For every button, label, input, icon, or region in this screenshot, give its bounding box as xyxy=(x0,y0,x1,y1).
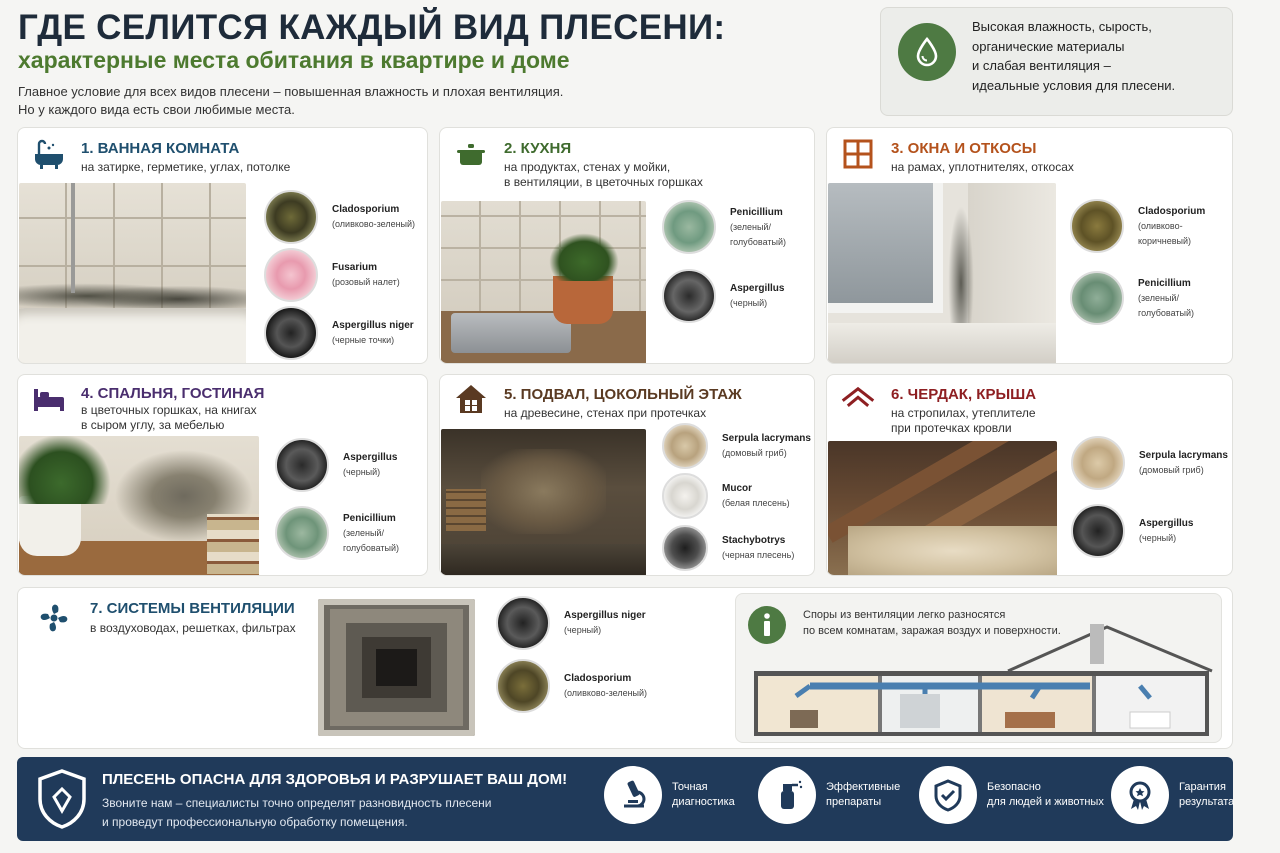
mold-sample-image xyxy=(662,423,708,469)
section-title: 6. ЧЕРДАК, КРЫША xyxy=(891,386,1037,403)
mold-sample-image xyxy=(662,200,716,254)
kitchen-photo xyxy=(441,201,646,364)
species-desc: (черный) xyxy=(343,467,381,477)
section-title: 3. ОКНА И ОТКОСЫ xyxy=(891,140,1037,157)
benefit-label: Эффективные xyxy=(826,781,901,793)
card-windows xyxy=(826,127,1233,364)
intro-line-2: Но у каждого вида есть свои любимые места. xyxy=(18,102,295,117)
species-desc: (оливково-зеленый) xyxy=(332,219,416,229)
species-desc: (розовый налет) xyxy=(332,277,400,287)
species-desc: (зеленый/голубоватый) xyxy=(730,221,787,247)
mold-sample-image xyxy=(275,438,329,492)
humidity-note-line: идеальные условия для плесени. xyxy=(972,77,1176,93)
species-name: Cladosporium xyxy=(1138,205,1206,217)
species-desc: (черный) xyxy=(564,625,602,635)
species-desc: (оливково-коричневый) xyxy=(1138,220,1192,246)
roof-icon xyxy=(841,382,875,416)
benefit-item xyxy=(758,766,900,824)
species-item xyxy=(275,438,397,492)
fan-icon xyxy=(34,598,74,638)
footer-banner xyxy=(17,757,1233,841)
card-basement xyxy=(439,374,815,576)
species-desc: (белая плесень) xyxy=(722,498,790,508)
species-name: Aspergillus niger xyxy=(332,320,414,331)
card-bedroom xyxy=(17,374,428,576)
intro-line-1: Главное условие для всех видов плесени – повышенная влажность и плохая вентиляция. xyxy=(18,84,564,99)
humidity-note-line: и слабая вентиляция – xyxy=(972,58,1111,73)
section-title: 7. СИСТЕМЫ ВЕНТИЛЯЦИИ xyxy=(90,600,295,617)
pot-icon xyxy=(454,137,488,171)
species-item xyxy=(1071,436,1228,490)
species-name: Aspergillus xyxy=(1139,518,1194,529)
section-subtitle: на стропилах, утеплителе xyxy=(891,406,1036,420)
species-item xyxy=(264,248,400,302)
species-item xyxy=(1071,504,1193,558)
species-item xyxy=(1070,199,1232,253)
mold-sample-image xyxy=(1070,271,1124,325)
mold-sample-image xyxy=(275,506,329,560)
benefit-label: результата xyxy=(1179,796,1235,808)
species-name: Cladosporium xyxy=(564,673,632,684)
species-desc: (домовый гриб) xyxy=(1139,465,1204,475)
humidity-note xyxy=(880,7,1233,116)
vent-note-line: Споры из вентиляции легко разносятся xyxy=(803,609,1006,621)
award-icon xyxy=(1111,766,1169,824)
window-icon xyxy=(841,137,875,171)
species-item xyxy=(662,525,794,571)
window-photo xyxy=(828,183,1056,364)
bed-icon xyxy=(32,382,66,416)
benefit-item xyxy=(1111,766,1234,824)
footer-text-line: Звоните нам – специалисты точно определят разновидность плесени xyxy=(102,796,492,810)
species-name: Penicillium xyxy=(1138,277,1191,289)
mold-sample-image xyxy=(496,659,550,713)
benefit-label: Точная xyxy=(672,781,708,793)
house-airflow-diagram xyxy=(750,624,1215,739)
mold-sample-image xyxy=(662,473,708,519)
section-subtitle-block xyxy=(504,160,703,190)
humidity-note-line: Высокая влажность, сырость, xyxy=(972,19,1152,34)
section-subtitle: в сыром углу, за мебелью xyxy=(81,418,225,432)
mold-sample-image xyxy=(1071,436,1125,490)
mold-sample-image xyxy=(662,269,716,323)
section-subtitle: на древесине, стенах при протечках xyxy=(504,406,707,420)
shield-check-icon xyxy=(919,766,977,824)
benefit-item xyxy=(604,766,735,824)
section-title: 2. КУХНЯ xyxy=(504,140,572,157)
attic-photo xyxy=(828,441,1057,576)
section-subtitle-block xyxy=(891,406,1036,436)
bathtub-icon xyxy=(32,137,66,171)
card-bathroom xyxy=(17,127,428,364)
species-name: Mucor xyxy=(722,483,752,494)
section-subtitle: на рамах, уплотнителях, откосах xyxy=(891,160,1074,174)
mold-sample-image xyxy=(1071,504,1125,558)
species-name: Cladosporium xyxy=(332,204,400,215)
page-title: ГДЕ СЕЛИТСЯ КАЖДЫЙ ВИД ПЛЕСЕНИ: xyxy=(18,8,726,47)
bedroom-photo xyxy=(19,436,259,576)
species-name: Penicillium xyxy=(343,512,396,524)
mold-sample-image xyxy=(662,525,708,571)
mold-sample-image xyxy=(264,190,318,244)
mold-sample-image xyxy=(264,248,318,302)
section-subtitle: в вентиляции, в цветочных горшках xyxy=(504,175,703,189)
bathroom-photo xyxy=(19,183,246,364)
species-desc: (черный) xyxy=(730,298,768,308)
species-name: Serpula lacrymans xyxy=(722,433,811,444)
species-name: Fusarium xyxy=(332,262,378,273)
species-desc: (оливково-зеленый) xyxy=(564,688,648,698)
footer-headline: ПЛЕСЕНЬ ОПАСНА ДЛЯ ЗДОРОВЬЯ И РАЗРУШАЕТ ВАШ ДОМ! xyxy=(102,771,568,788)
section-subtitle: при протечках кровли xyxy=(891,421,1012,435)
spray-bottle-icon xyxy=(758,766,816,824)
species-name: Serpula lacrymans xyxy=(1139,450,1228,461)
species-item xyxy=(264,306,414,360)
microscope-icon xyxy=(604,766,662,824)
house-icon xyxy=(454,382,488,416)
species-item xyxy=(496,596,646,650)
footer-text-line: и проведут профессиональную обработку помещения. xyxy=(102,815,408,829)
vent-note-line: по всем комнатам, заражая воздух и поверхности. xyxy=(803,625,1061,637)
benefit-label: для людей и животных xyxy=(987,796,1104,808)
species-item xyxy=(662,200,814,254)
species-item xyxy=(1070,271,1232,325)
species-desc: (черные точки) xyxy=(332,335,395,345)
benefit-label: диагностика xyxy=(672,796,735,808)
species-item xyxy=(662,269,784,323)
card-kitchen xyxy=(439,127,815,364)
benefit-item xyxy=(919,766,1104,824)
shield-icon xyxy=(32,767,92,831)
page-subtitle: характерные места обитания в квартире и доме xyxy=(18,47,570,73)
water-drop-icon xyxy=(898,23,956,81)
species-item xyxy=(496,659,647,713)
section-subtitle: на продуктах, стенах у мойки, xyxy=(504,160,671,174)
species-item xyxy=(264,190,415,244)
section-subtitle: в воздуховодах, решетках, фильтрах xyxy=(90,621,296,635)
section-subtitle: в цветочных горшках, на книгах xyxy=(81,403,257,417)
species-name: Aspergillus niger xyxy=(564,610,646,621)
species-name: Penicillium xyxy=(730,206,783,218)
vent-spread-note xyxy=(735,593,1222,743)
card-attic xyxy=(826,374,1233,576)
basement-photo xyxy=(441,429,646,576)
mold-sample-image xyxy=(264,306,318,360)
section-title: 4. СПАЛЬНЯ, ГОСТИНАЯ xyxy=(81,385,265,402)
species-item xyxy=(275,506,427,560)
species-item xyxy=(662,473,790,519)
species-name: Stachybotrys xyxy=(722,535,786,546)
section-title: 1. ВАННАЯ КОМНАТА xyxy=(81,140,240,157)
section-subtitle: на затирке, герметике, углах, потолке xyxy=(81,160,291,174)
benefit-label: Гарантия xyxy=(1179,781,1226,793)
benefit-label: Безопасно xyxy=(987,781,1041,793)
humidity-note-line: органические материалы xyxy=(972,38,1125,54)
species-desc: (зеленый/голубоватый) xyxy=(1138,292,1195,318)
species-desc: (черная плесень) xyxy=(722,550,795,560)
species-name: Aspergillus xyxy=(343,452,398,463)
mold-sample-image xyxy=(496,596,550,650)
section-title: 5. ПОДВАЛ, ЦОКОЛЬНЫЙ ЭТАЖ xyxy=(504,386,742,403)
benefit-label: препараты xyxy=(826,796,882,808)
species-item xyxy=(662,423,811,469)
species-desc: (зеленый/голубоватый) xyxy=(343,527,400,553)
species-desc: (домовый гриб) xyxy=(722,448,787,458)
section-subtitle-block xyxy=(81,403,257,433)
mold-sample-image xyxy=(1070,199,1124,253)
species-name: Aspergillus xyxy=(730,283,785,294)
duct-photo xyxy=(318,599,475,736)
species-desc: (черный) xyxy=(1139,533,1177,543)
